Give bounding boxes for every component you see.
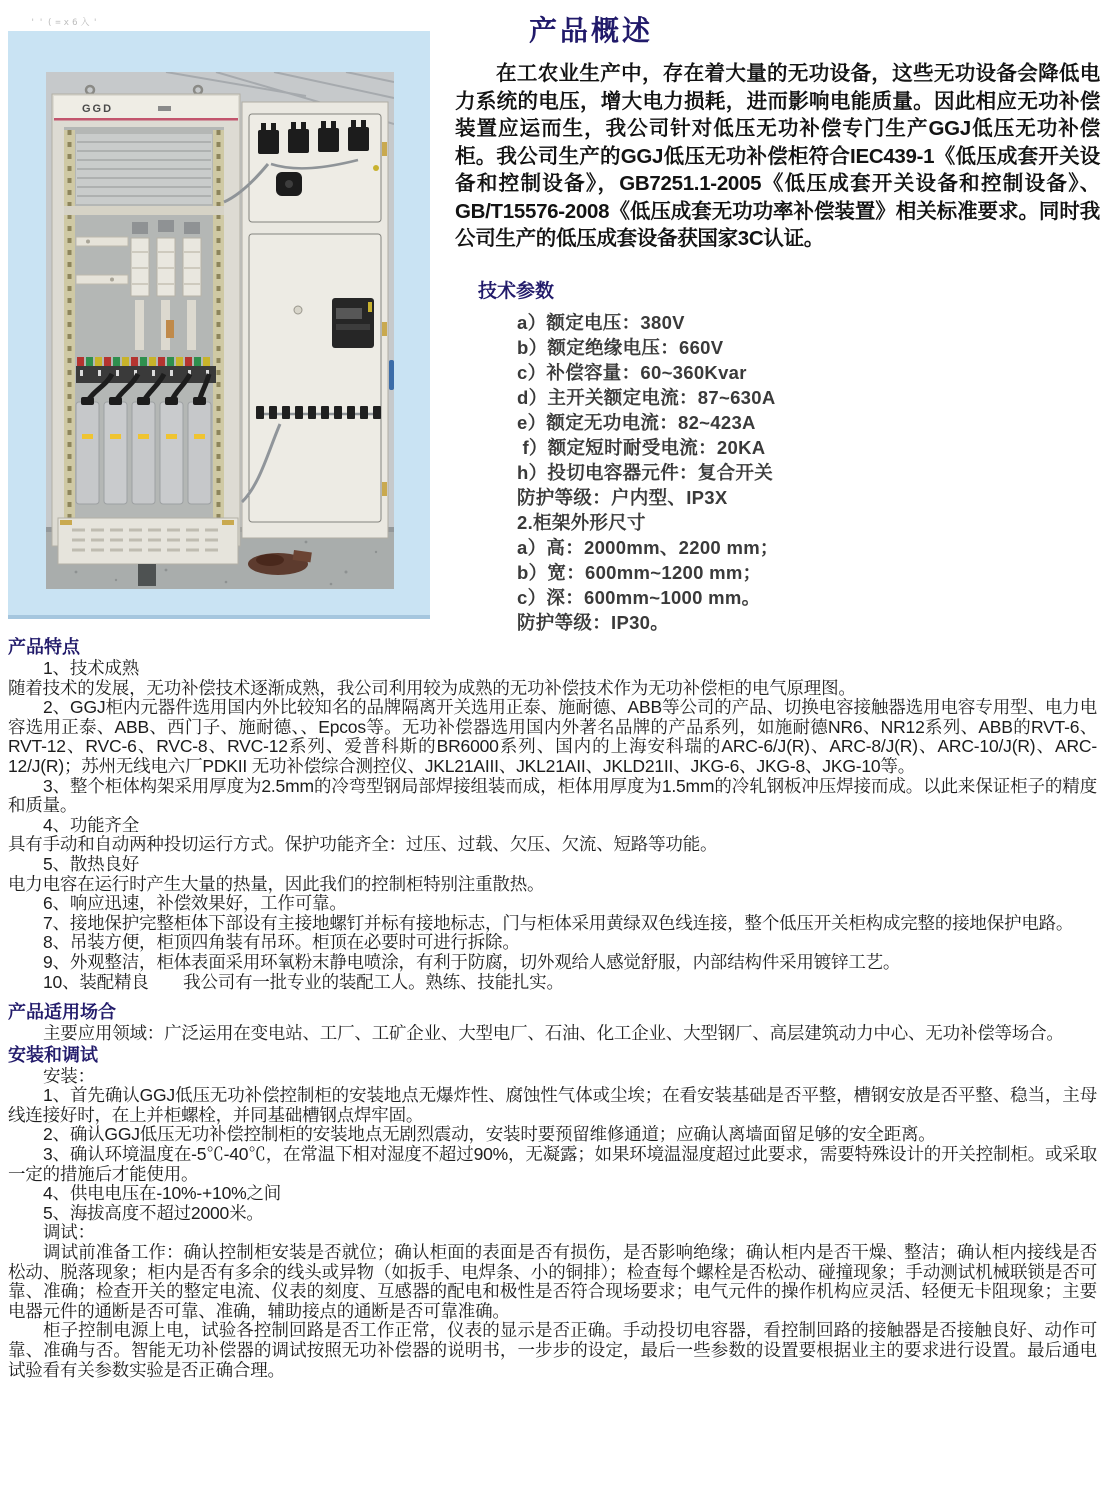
feature-line: 10、装配精良 我公司有一批专业的装配工人。熟练、技能扎实。 <box>43 971 564 992</box>
install-line: 安装： <box>43 1065 95 1086</box>
tech-param-line: d）主开关额定电流：87~630A <box>517 387 776 408</box>
cabinet-red-stripe <box>54 118 238 121</box>
feature-line: 2、GGJ柜内元器件选用国内外比较知名的品牌隔离开关选用正泰、施耐德、ABB等公司的产品、切换电容接触器选用电容专用型、电力电容选用正泰、ABB、西门子、施耐德、、Epcos等。无功补偿器选用国内外著名品牌的产品系列，如施耐德NR6、NR12系列、ABB的RVT-6、RVT-12、RVC-6、RVC-8、RVC-12系列、爱普科斯的BR6000系列、国内的上海安科瑞的ARC-6/J(R)、ARC-8/J(R)、ARC-10/J(R)、ARC-12/J(R)；苏州无线电六厂PDKII 无功补偿综合测控仪、JKL21AIII、JKL21AII、JKLD21II、JKG-6、JKG-8、JKG-10等。 <box>8 697 1097 776</box>
controller-device <box>332 298 374 348</box>
tech-params-section <box>478 281 1093 635</box>
tech-param-line: a）高：2000mm、2200 mm； <box>517 537 779 558</box>
product-photo <box>46 72 394 589</box>
tech-param-line: h）投切电容器元件：复合开关 <box>517 462 774 483</box>
cabinet-model-label: GGD <box>82 103 114 115</box>
product-photo-panel <box>8 31 430 619</box>
feature-line: 6、响应迅速，补偿效果好，工作可靠。 <box>43 893 347 914</box>
tech-param-line: c）深：600mm~1000 mm。 <box>517 587 761 608</box>
terminal-row <box>76 357 216 383</box>
cabinet-left-section <box>52 86 240 586</box>
install-debug-heading: 安装和调试 <box>8 1044 98 1065</box>
tech-param-line: c）补偿容量：60~360Kvar <box>517 362 747 383</box>
feature-line: 5、散热良好 <box>43 853 140 874</box>
page-title: 产品概述 <box>529 15 654 46</box>
feature-line: 8、吊装方便，柜顶四角装有吊环。柜顶在必要时可进行拆除。 <box>43 932 520 953</box>
install-line: 调试前准备工作：确认控制柜安装是否就位；确认柜面的表面是否有损伤，是否影响绝缘；确认柜内是否干燥、整洁；确认柜内接线是否松动、脱落现象；柜内是否有多余的线头或异物（如扳手、电焊条、小的铜排）；检查每个螺栓是否松动、碰撞现象；手动测试机械联锁是否可靠、准确；检查开关的整定电流、仪表的刻度、互感器的配电和极性是否符合现场要求；电气元件的操作机构应灵活、轻便无卡阻现象；主要电器元件的通断是否可靠、准确，辅助接点的通断是否可靠准确。 <box>8 1242 1097 1321</box>
tech-param-line: b）宽：600mm~1200 mm； <box>517 562 762 583</box>
feature-line: 7、接地保护完整柜体下部设有主接地螺钉并标有接地标志，门与柜体采用黄绿双色线连接，整个低压开关柜构成完整的接地保护电路。 <box>43 912 1074 933</box>
fuse-holders <box>131 220 201 350</box>
vent-panel <box>58 518 238 564</box>
feature-line: 具有手动和自动两种投切运行方式。保护功能齐全：过压、过载、欠压、欠流、短路等功能。 <box>8 834 718 855</box>
install-line: 1、首先确认GGJ低压无功补偿控制柜的安装地点无爆炸性、腐蚀性气体或尘埃；在看安装基础是否平整，槽钢安放是否平整、稳当，主母线连接好时，在上并柜螺栓，并同基础槽钢点焊牢固。 <box>8 1085 1097 1125</box>
install-line: 调试： <box>43 1222 95 1243</box>
features-list <box>8 659 1097 992</box>
applications-list <box>8 1024 1097 1044</box>
application-line: 主要应用领域：广泛运用在变电站、工厂、工矿企业、大型电厂、石油、化工企业、大型钢厂、高层建筑动力中心、无功补偿等场合。 <box>43 1023 1064 1044</box>
install-line: 柜子控制电源上电，试验各控制回路是否工作正常，仪表的显示是否正确。手动投切电容器，看控制回路的接触器是否接触良好、动作可靠、准确与否。智能无功补偿器的调试按照无功补偿器的说明书，一步步的设定，最后一些参数的设置要根据业主的要求进行设置。最后通电试验看有关参数实验是否正确合理。 <box>8 1320 1097 1380</box>
overview-paragraph: 在工农业生产中，存在着大量的无功设备，这些无功设备会降低电力系统的电压，增大电力损耗，进而影响电能质量。因此相应无功补偿装置应运而生，我公司针对低压无功补偿专门生产GGJ低压无功补偿柜。我公司生产的GGJ低压无功补偿柜符合IEC439-1《低压成套开关设备和控制设备》，GB7251.1-2005《低压成套开关设备和控制设备》、GB/T15576-2008《低压成套无功功率补偿装置》相关标准要求。同时我公司生产的低压成套设备获国家3C认证。 <box>455 62 1100 250</box>
tech-param-line: 防护等级：IP30。 <box>517 612 670 633</box>
tech-param-line: 2.柜架外形尺寸 <box>517 512 646 533</box>
feature-line: 1、技术成熟 <box>43 658 140 678</box>
feature-line: 9、外观整洁，柜体表面采用环氧粉末静电喷涂，有利于防腐，切外观给人感觉舒服，内部结构件采用镀锌工艺。 <box>43 951 901 972</box>
applications-heading: 产品适用场合 <box>8 1002 116 1023</box>
tech-param-line: b）额定绝缘电压：660V <box>517 337 724 358</box>
tech-params-heading: 技术参数 <box>478 281 555 302</box>
install-debug-list <box>8 1067 1097 1381</box>
faint-corner-marks: ''(=x6入' <box>30 18 101 28</box>
lower-sections <box>0 636 1107 1380</box>
install-line: 4、供电电压在-10%-+10%之间 <box>43 1183 282 1204</box>
features-heading: 产品特点 <box>8 637 80 657</box>
install-line: 2、确认GGJ低压无功补偿控制柜的安装地点无剧烈震动，安装时要预留维修通道；应确认离墙面留足够的安全距离。 <box>43 1124 936 1145</box>
tech-param-line: 防护等级：户内型、IP3X <box>517 487 728 508</box>
tech-param-line: e）额定无功电流：82~423A <box>517 412 756 433</box>
install-line: 5、海拔高度不超过2000米。 <box>43 1202 264 1223</box>
cabinet-door <box>224 102 388 538</box>
install-line: 3、确认环境温度在-5℃-40℃，在常温下相对湿度不超过90%，无凝露；如果环境温湿度超过此要求，需要特殊设计的开关控制柜。或采取一定的措施后才能使用。 <box>8 1144 1097 1184</box>
feature-line: 随着技术的发展，无功补偿技术逐渐成熟，我公司利用较为成熟的无功补偿技术作为无功补偿柜的电气原理图。 <box>8 677 856 698</box>
feature-line: 4、功能齐全 <box>43 814 140 835</box>
feature-line: 3、整个柜体构架采用厚度为2.5mm的冷弯型钢局部焊接组装而成，柜体用厚度为1.5mm的冷轧钢板冲压焊接而成。以此来保证柜子的精度和质量。 <box>8 775 1097 816</box>
feature-line: 电力电容在运行时产生大量的热量，因此我们的控制柜特别注重散热。 <box>8 873 545 894</box>
overview-column <box>445 0 1103 253</box>
tech-param-line: f）额定短时耐受电流：20KA <box>517 437 766 458</box>
tech-param-line: a）额定电压：380V <box>517 312 685 333</box>
tech-params-list <box>517 310 1093 635</box>
